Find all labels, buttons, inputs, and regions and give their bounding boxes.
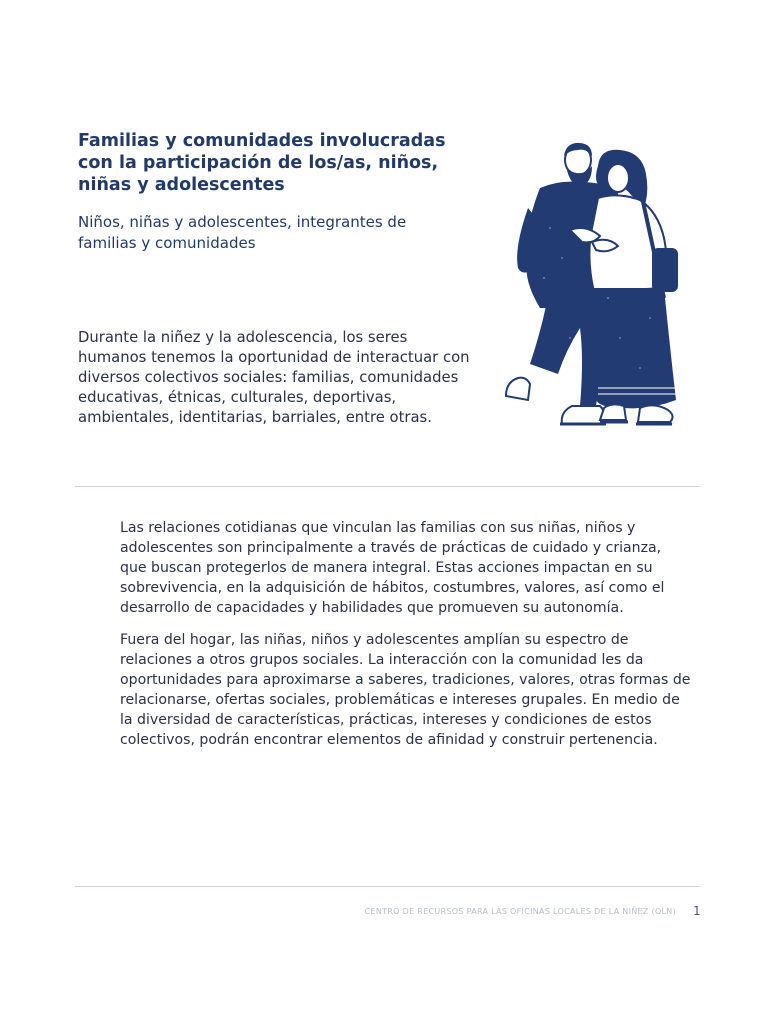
page-subtitle: Niños, niñas y adolescentes, integrantes de familias y comunidades xyxy=(78,213,407,252)
man-shoe-right xyxy=(562,406,606,424)
divider-top xyxy=(75,486,700,487)
woman-face xyxy=(607,164,629,192)
man-shoe-left xyxy=(506,378,530,400)
woman-shoe-left xyxy=(600,404,626,420)
woman-shoe-right xyxy=(638,405,673,422)
body-text xyxy=(120,518,692,762)
family-illustration xyxy=(500,138,700,434)
intro-paragraph: Durante la niñez y la adolescencia, los seres humanos tenemos la oportunidad de interactuar con diversos colectivos sociales: familias, comunidades educativas, étnicas, culturales, deportivas, ambientales, identitarias, barriales, entre otras. xyxy=(78,329,470,426)
woman-bag xyxy=(652,248,678,292)
body-paragraph-1: Las relaciones cotidianas que vinculan las familias con sus niñas, niños y adolescentes son principalmente a través de prácticas de cuidado y crianza, que buscan protegerlos de manera integral. Estas acciones impactan en su sobrevivencia, en la adquisición de hábitos, costumbres, valores, así como el desarrollo de capacidades y habilidades que promueven su autonomía. xyxy=(120,520,665,616)
divider-bottom xyxy=(75,886,700,887)
footer-text: CENTRO DE RECURSOS PARA LAS OFICINAS LOCALES DE LA NIÑEZ (OLN) xyxy=(364,907,676,916)
body-paragraph-2: Fuera del hogar, las niñas, niños y adolescentes amplían su espectro de relaciones a otros grupos sociales. La interacción con la comunidad les da oportunidades para aproximarse a saberes, tradiciones, valores, otras formas de relacionarse, ofertas sociales, problemáticas e intereses grupales. En medio de la diversidad de características, prácticas, intereses y condiciones de estos colectivos, podrán encontrar elementos de afinidad y construir pertenencia. xyxy=(120,632,691,748)
woman-skirt xyxy=(592,288,676,408)
page-number: 1 xyxy=(693,904,701,918)
page-title: Familias y comunidades involucradas con la participación de los/as, niños, niñas y adolescentes xyxy=(78,131,446,195)
